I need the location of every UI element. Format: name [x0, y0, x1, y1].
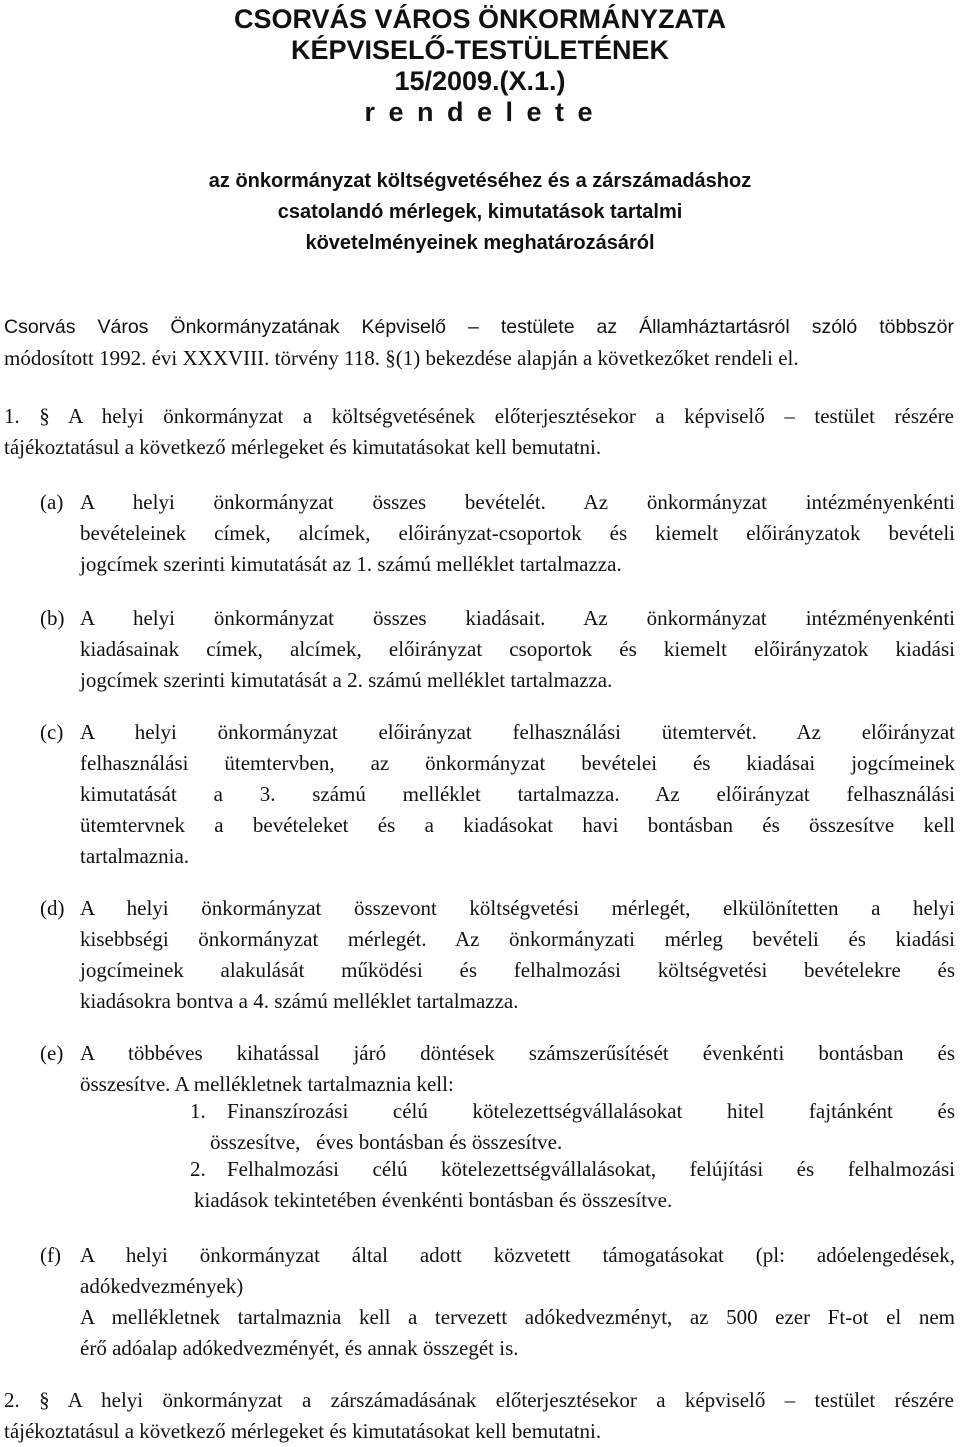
item-f-line-3: A mellékletnek tartalmaznia kell a tervezett adókedvezményt, az 500 ezer Ft-ot el nem: [80, 1305, 955, 1329]
item-e-line-2: összesítve. A mellékletnek tartalmaznia kell:: [80, 1072, 454, 1096]
item-e-sub-1-line-2: összesítve, éves bontásban és összesítve.: [210, 1130, 563, 1154]
item-d-label: (d): [40, 896, 65, 920]
document-subtitle: [0, 166, 960, 259]
item-e-sub-2: [190, 1154, 955, 1216]
item-c-line-2: felhasználási ütemtervben, az önkormányzat bevételei és kiadásai jogcímeinek: [80, 751, 955, 775]
section-2-line-1: 2. § A helyi önkormányzat a zárszámadásának előterjesztésekor a képviselő – testület részére: [4, 1388, 954, 1412]
item-c-label: (c): [40, 720, 64, 744]
intro-line-2: módosított 1992. évi XXXVIII. törvény 118. §(1) bekezdése alapján a következőket rendeli el.: [4, 346, 799, 370]
section-1-line-1: 1. § A helyi önkormányzat a költségvetésének előterjesztésekor a képviselő – testület részére: [4, 404, 954, 428]
section-1-line-2: tájékoztatásul a következő mérlegeket és kimutatásokat kell bemutatni.: [4, 435, 602, 459]
item-f-line-1: A helyi önkormányzat által adott közvetett támogatásokat (pl: adóelengedések,: [80, 1243, 955, 1267]
item-b-line-3: jogcímek szerinti kimutatását a 2. számú melléklet tartalmazza.: [80, 668, 613, 692]
item-f-line-4: érő adóalap adókedvezményét, és annak összegét is.: [80, 1336, 519, 1360]
item-e-sub-1-number: 1.: [190, 1099, 206, 1123]
item-c-line-1: A helyi önkormányzat előirányzat felhasználási ütemtervét. Az előirányzat: [80, 720, 955, 744]
item-b-line-1: A helyi önkormányzat összes kiadásait. Az önkormányzat intézményenkénti: [80, 606, 955, 630]
item-e-sub-2-number: 2.: [190, 1157, 206, 1181]
item-a-line-2: bevételeinek címek, alcímek, előirányzat-csoportok és kiemelt előirányzatok bevételi: [80, 521, 955, 545]
subtitle-line-2: csatolandó mérlegek, kimutatások tartalmi: [277, 201, 683, 223]
item-e-sub-2-line-2: kiadások tekintetében évenkénti bontásban és összesítve.: [194, 1188, 673, 1212]
item-c-line-3: kimutatását a 3. számú melléklet tartalmazza. Az előirányzat felhasználási: [80, 782, 955, 806]
subtitle-line-1: az önkormányzat költségvetéséhez és a zárszámadáshoz: [208, 170, 752, 192]
item-e-sub-1-line-1: Finanszírozási célú kötelezettségvállalásokat hitel fajtánként és: [227, 1099, 955, 1123]
item-b-label: (b): [40, 606, 65, 630]
item-e-sub-1: [190, 1096, 955, 1158]
list-item-a: [40, 487, 955, 580]
item-e-line-1: A többéves kihatással járó döntések számszerűsítését évenkénti bontásban és: [80, 1041, 955, 1065]
section-2-line-2: tájékoztatásul a következő mérlegeket és kimutatásokat kell bemutatni.: [4, 1419, 602, 1443]
item-a-label: (a): [40, 490, 64, 514]
item-c-line-5: tartalmaznia.: [80, 844, 190, 868]
document-title: [0, 4, 960, 128]
subtitle-line-3: követelményeinek meghatározásáról: [305, 232, 655, 254]
item-e-label: (e): [40, 1041, 64, 1065]
title-line-2: KÉPVISELŐ-TESTÜLETÉNEK: [290, 35, 670, 65]
item-d-line-1: A helyi önkormányzat összevont költségvetési mérlegét, elkülönítetten a helyi: [80, 896, 955, 920]
item-d-line-4: kiadásokra bontva a 4. számú melléklet tartalmazza.: [80, 989, 519, 1013]
item-c-line-4: ütemtervnek a bevételeket és a kiadásokat havi bontásban és összesítve kell: [80, 813, 955, 837]
intro-paragraph: [4, 312, 954, 374]
title-line-3: 15/2009.(X.1.): [394, 66, 566, 96]
item-b-line-2: kiadásainak címek, alcímek, előirányzat csoportok és kiemelt előirányzatok kiadási: [80, 637, 955, 661]
item-f-line-2: adókedvezmények): [80, 1274, 244, 1298]
list-item-d: [40, 893, 955, 1017]
item-e-sub-2-line-1: Felhalmozási célú kötelezettségvállalásokat, felújítási és felhalmozási: [227, 1157, 955, 1181]
section-2-paragraph: [4, 1385, 954, 1447]
item-f-label: (f): [40, 1243, 61, 1267]
item-a-line-3: jogcímek szerinti kimutatását az 1. számú melléklet tartalmazza.: [80, 552, 622, 576]
title-line-4: r e n d e l e t e: [364, 97, 596, 127]
item-d-line-2: kisebbségi önkormányzat mérlegét. Az önkormányzati mérleg bevételi és kiadási: [80, 927, 955, 951]
list-item-c: [40, 717, 955, 872]
item-d-line-3: jogcímeinek alakulását működési és felhalmozási költségvetési bevételekre és: [80, 958, 955, 982]
item-a-line-1: A helyi önkormányzat összes bevételét. Az önkormányzat intézményenkénti: [80, 490, 955, 514]
intro-line-1: Csorvás Város Önkormányzatának Képviselő – testülete az Államháztartásról szóló többször: [4, 316, 954, 338]
list-item-b: [40, 603, 955, 696]
list-item-f: [40, 1240, 955, 1364]
list-item-e: [40, 1038, 955, 1100]
section-1-paragraph: [4, 401, 954, 463]
title-line-1: CSORVÁS VÁROS ÖNKORMÁNYZATA: [233, 4, 727, 34]
